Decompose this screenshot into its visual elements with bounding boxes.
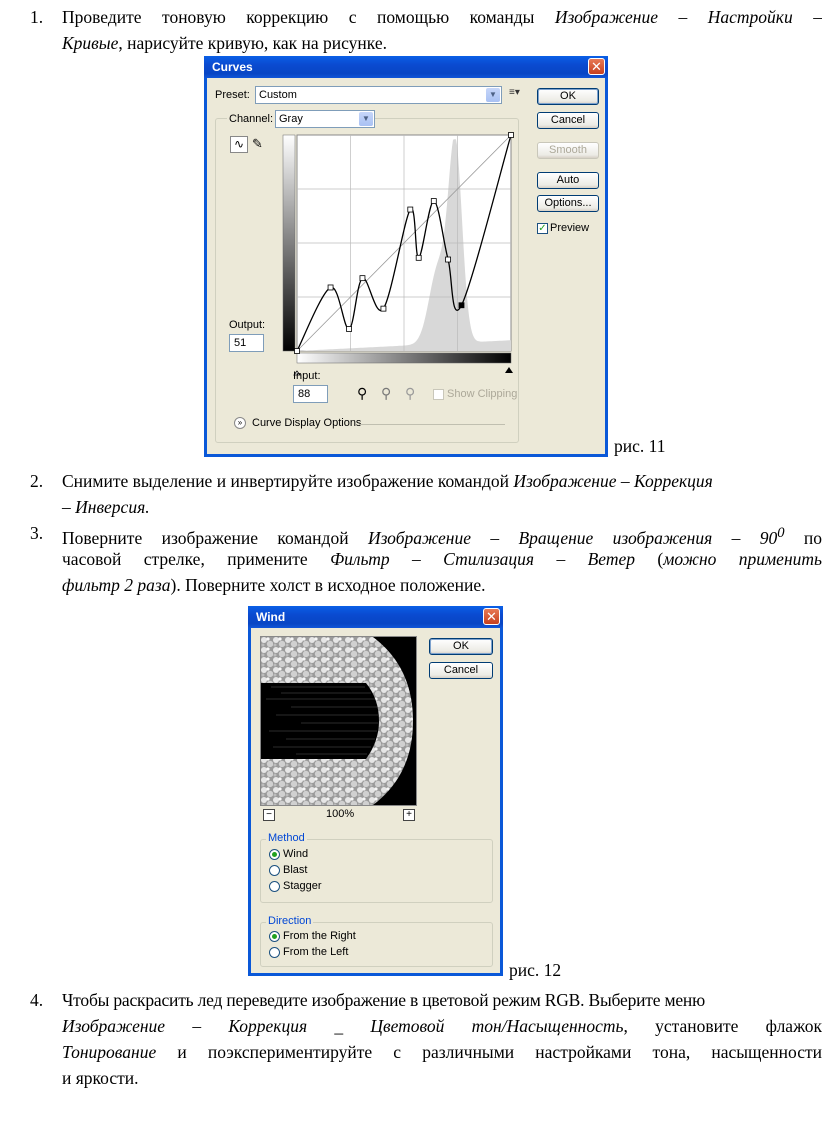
cancel-button[interactable]: Cancel	[537, 112, 599, 129]
auto-button[interactable]: Auto	[537, 172, 599, 189]
white-eyedropper-icon[interactable]: ⚲	[405, 385, 416, 401]
zoom-level: 100%	[326, 808, 355, 820]
radio-label: Wind	[283, 848, 309, 860]
figure-caption: рис. 12	[509, 960, 562, 980]
smooth-button[interactable]: Smooth	[537, 142, 599, 159]
step-note: фильтр 2 раза	[62, 575, 171, 595]
step-text: по	[784, 527, 822, 548]
step-line	[62, 4, 822, 30]
output-gradient-bar	[283, 135, 295, 351]
step-line	[62, 1039, 822, 1065]
step-text: , установите флажок	[623, 1016, 822, 1036]
show-clipping-label: Show Clipping	[447, 388, 518, 400]
step-text: часовой стрелке, примените	[62, 549, 331, 569]
zoom-in-button[interactable]: +	[403, 809, 415, 821]
step-command: Тонирование	[62, 1042, 157, 1062]
ok-button[interactable]: OK	[537, 88, 599, 105]
step-command: Изображение – Вращение изображения – 90	[367, 527, 778, 548]
input-field[interactable]: 88	[293, 385, 328, 403]
step-text: Поверните изображение командой	[62, 527, 368, 548]
step-line	[62, 468, 713, 494]
step-command: Изображение – Коррекция	[513, 471, 713, 491]
direction-title: Direction	[268, 915, 312, 927]
wind-dialog	[248, 606, 503, 976]
step-line	[62, 30, 387, 56]
preview-checkbox[interactable]: ✓	[538, 223, 547, 234]
dialog-title: Curves	[212, 60, 253, 74]
channel-label: Channel:	[229, 113, 274, 125]
step-number: 4.	[30, 990, 44, 1010]
radio-label: Stagger	[283, 880, 322, 892]
figure-caption: рис. 11	[614, 436, 666, 456]
step-text: Снимите выделение и инвертируйте изображение командой	[62, 471, 514, 491]
input-gradient-bar	[297, 353, 511, 363]
radio-from-left[interactable]	[269, 947, 280, 958]
radio-label: From the Left	[283, 946, 349, 958]
dialog-title: Wind	[256, 610, 286, 624]
curve-control-point	[347, 326, 352, 331]
curve-control-point	[416, 255, 421, 260]
black-eyedropper-icon[interactable]: ⚲	[357, 385, 368, 401]
curve-control-point	[509, 133, 514, 138]
wind-titlebar[interactable]	[248, 606, 503, 628]
radio-wind[interactable]	[269, 849, 280, 860]
filter-preview[interactable]	[260, 636, 417, 806]
step-text: Проведите тоновую коррекцию с помощью команды	[62, 7, 555, 27]
input-label: Input:	[293, 370, 321, 382]
step-text: и поэкспериментируйте с различными настройками тона, насыщенности	[156, 1042, 822, 1062]
options-button[interactable]: Options...	[537, 195, 599, 212]
step-line	[62, 494, 150, 520]
step-line	[62, 987, 705, 1013]
radio-blast[interactable]	[269, 865, 280, 876]
chevron-down-icon: ▼	[486, 88, 500, 102]
curve-control-point	[459, 303, 464, 308]
curves-titlebar[interactable]	[204, 56, 608, 78]
curves-graph[interactable]	[283, 135, 511, 375]
step-command: – Инверсия.	[62, 497, 150, 517]
step-line	[62, 1065, 139, 1091]
radio-stagger[interactable]	[269, 881, 280, 892]
step-command: Изображение – Коррекция _ Цветовой тон/Насыщенность	[62, 1016, 624, 1036]
radio-label: Blast	[283, 864, 308, 876]
channel-select[interactable]	[275, 110, 375, 128]
curves-dialog	[204, 56, 608, 457]
step-number: 3.	[30, 523, 44, 543]
close-icon[interactable]: ✕	[588, 58, 605, 75]
curve-display-options[interactable]: Curve Display Options	[252, 417, 362, 429]
degree-sup: 0	[777, 525, 785, 541]
step-command: Кривые	[62, 33, 119, 53]
step-line	[62, 572, 485, 598]
preset-value: Custom	[259, 89, 297, 101]
channel-value: Gray	[279, 113, 303, 125]
method-title: Method	[268, 832, 305, 844]
step-number: 2.	[30, 471, 44, 491]
curve-control-point	[431, 199, 436, 204]
curve-control-point	[360, 276, 365, 281]
curve-tool-icon[interactable]: ∿	[230, 136, 248, 153]
ok-button[interactable]: OK	[429, 638, 493, 655]
step-text: (	[634, 549, 664, 569]
radio-from-right[interactable]	[269, 931, 280, 942]
step-text: ). Поверните холст в исходное положение.	[170, 575, 486, 595]
output-label: Output:	[229, 319, 266, 331]
output-field[interactable]: 51	[229, 334, 264, 352]
preview-label: Preview	[550, 222, 590, 234]
curve-control-point	[295, 349, 300, 354]
step-line	[62, 1013, 822, 1039]
chevron-down-icon: ▼	[359, 112, 373, 126]
cancel-button[interactable]: Cancel	[429, 662, 493, 679]
gray-eyedropper-icon[interactable]: ⚲	[381, 385, 392, 401]
direction-group	[260, 922, 493, 967]
curve-control-point	[381, 306, 386, 311]
step-text: , нарисуйте кривую, как на рисунке.	[118, 33, 388, 53]
step-note: можно применить	[663, 549, 822, 569]
step-text: и яркости.	[62, 1068, 139, 1088]
step-command: Фильтр – Стилизация – Ветер	[330, 549, 635, 569]
show-clipping-checkbox[interactable]	[433, 389, 444, 400]
curve-control-point	[328, 285, 333, 290]
radio-label: From the Right	[283, 930, 356, 942]
curve-control-point	[446, 257, 451, 262]
divider	[359, 424, 505, 425]
pencil-icon[interactable]: ✎	[252, 136, 263, 151]
preset-select[interactable]	[255, 86, 502, 104]
close-icon[interactable]: ✕	[483, 608, 500, 625]
preset-label: Preset:	[215, 89, 250, 101]
step-number: 1.	[30, 7, 44, 27]
curve-control-point	[408, 207, 413, 212]
step-text: Чтобы раскрасить лед переведите изображение в цветовой режим RGB. Выберите меню	[62, 990, 705, 1010]
expand-icon[interactable]: »	[234, 417, 246, 429]
step-line	[62, 546, 822, 572]
step-command: Изображение – Настройки –	[554, 7, 822, 27]
preset-options-icon[interactable]: ≡▾	[509, 87, 520, 98]
zoom-out-button[interactable]: −	[263, 809, 275, 821]
